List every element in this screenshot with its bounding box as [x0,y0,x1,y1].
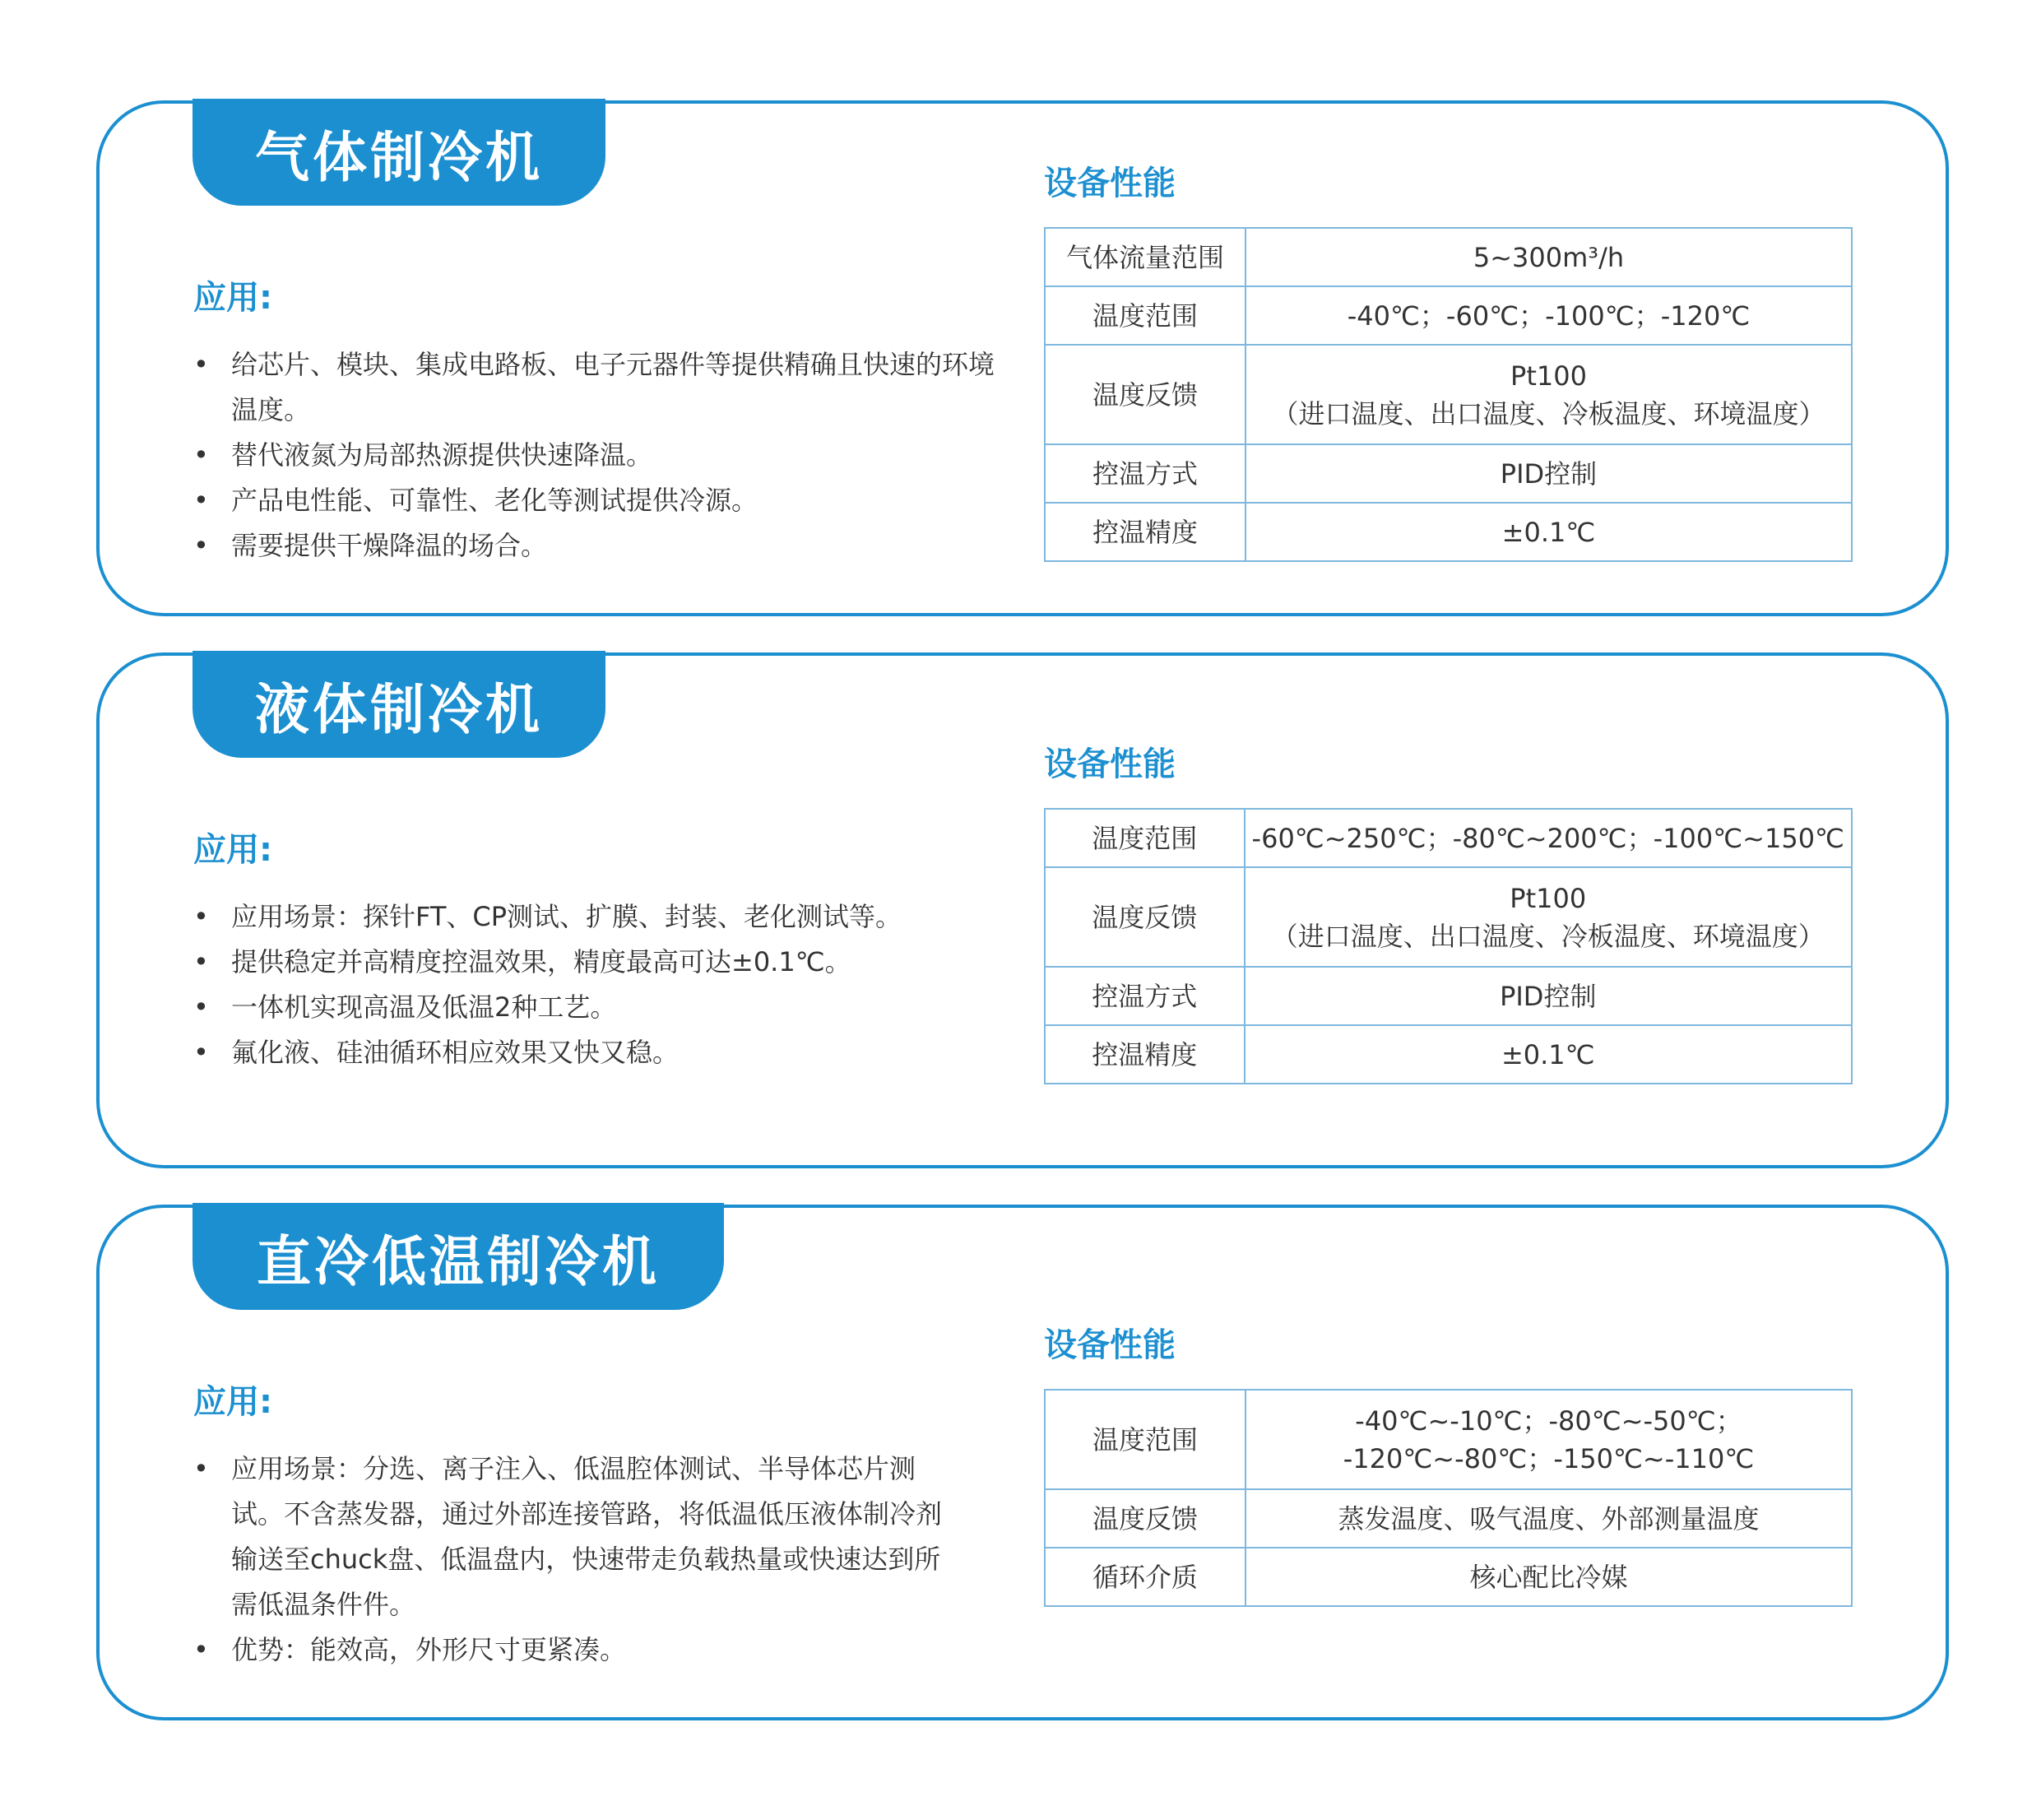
list-item: • 需要提供干燥降温的场合。 [193,523,1016,569]
spec-value: 核心配比冷媒 [1245,1548,1852,1606]
application-list [193,342,1016,569]
list-item: • 给芯片、模块、集成电路板、电子元器件等提供精确且快速的环境温度。 [193,342,1016,433]
performance-heading: 设备性能 [1044,745,1176,783]
list-item: • 氟化液、硅油循环相应效果又快又稳。 [193,1030,1016,1075]
table-row [1045,345,1852,444]
spec-value: ±0.1℃ [1245,1025,1852,1084]
table-row [1045,444,1852,503]
application-heading: 应用: [193,831,272,869]
list-item: • 产品电性能、可靠性、老化等测试提供冷源。 [193,478,1016,523]
spec-value: -60℃~250℃；-80℃~200℃；-100℃~150℃ [1245,809,1852,867]
spec-value: PID控制 [1245,967,1852,1025]
spec-label: 温度范围 [1045,809,1245,867]
application-list [193,1446,958,1673]
spec-value: 5~300m³/h [1245,228,1852,286]
list-item: • 应用场景：分选、离子注入、低温腔体测试、半导体芯片测试。不含蒸发器，通过外部连接管路，将低温低压液体制冷剂输送至chuck盘、低温盘内，快速带走负载热量或快速达到所需低温条件件。 [193,1446,958,1627]
liquid-chiller-title: 液体制冷机 [193,651,605,758]
performance-heading: 设备性能 [1044,165,1176,202]
spec-label: 循环介质 [1045,1548,1245,1606]
spec-value: ±0.1℃ [1245,503,1852,561]
table-row [1045,286,1852,345]
spec-table [1044,227,1853,562]
gas-chiller-card [96,100,1949,616]
table-row [1045,867,1852,967]
direct-cooling-chiller-title: 直冷低温制冷机 [193,1203,724,1310]
spec-label: 控温精度 [1045,503,1245,561]
application-heading: 应用: [193,1383,272,1421]
spec-value: Pt100 （进口温度、出口温度、冷板温度、环境温度） [1245,867,1852,967]
list-item: • 提供稳定并高精度控温效果，精度最高可达±0.1℃。 [193,940,1016,985]
table-row [1045,1548,1852,1606]
spec-value: 蒸发温度、吸气温度、外部测量温度 [1245,1489,1852,1548]
table-row [1045,809,1852,867]
spec-label: 温度范围 [1045,1390,1245,1489]
spec-value: Pt100 （进口温度、出口温度、冷板温度、环境温度） [1245,345,1852,444]
spec-table [1044,1389,1853,1607]
list-item: • 替代液氮为局部热源提供快速降温。 [193,433,1016,478]
list-item: • 优势：能效高，外形尺寸更紧凑。 [193,1627,958,1673]
spec-label: 温度反馈 [1045,345,1245,444]
spec-label: 控温精度 [1045,1025,1245,1084]
list-item: • 一体机实现高温及低温2种工艺。 [193,985,1016,1030]
table-row [1045,228,1852,286]
spec-label: 气体流量范围 [1045,228,1245,286]
spec-label: 温度反馈 [1045,867,1245,967]
table-row [1045,1025,1852,1084]
performance-heading: 设备性能 [1044,1326,1176,1364]
liquid-chiller-card [96,652,1949,1168]
spec-label: 控温方式 [1045,967,1245,1025]
spec-value: -40℃；-60℃；-100℃；-120℃ [1245,286,1852,345]
spec-label: 控温方式 [1045,444,1245,503]
spec-value: -40℃~-10℃；-80℃~-50℃； -120℃~-80℃；-150℃~-110℃ [1245,1390,1852,1489]
direct-cooling-chiller-card [96,1205,1949,1720]
spec-table [1044,808,1853,1084]
gas-chiller-title: 气体制冷机 [193,99,605,206]
application-list [193,894,1016,1075]
spec-label: 温度范围 [1045,286,1245,345]
table-row [1045,1390,1852,1489]
table-row [1045,967,1852,1025]
list-item: • 应用场景：探针FT、CP测试、扩膜、封装、老化测试等。 [193,894,1016,940]
table-row [1045,1489,1852,1548]
spec-value: PID控制 [1245,444,1852,503]
spec-label: 温度反馈 [1045,1489,1245,1548]
table-row [1045,503,1852,561]
application-heading: 应用: [193,279,272,317]
